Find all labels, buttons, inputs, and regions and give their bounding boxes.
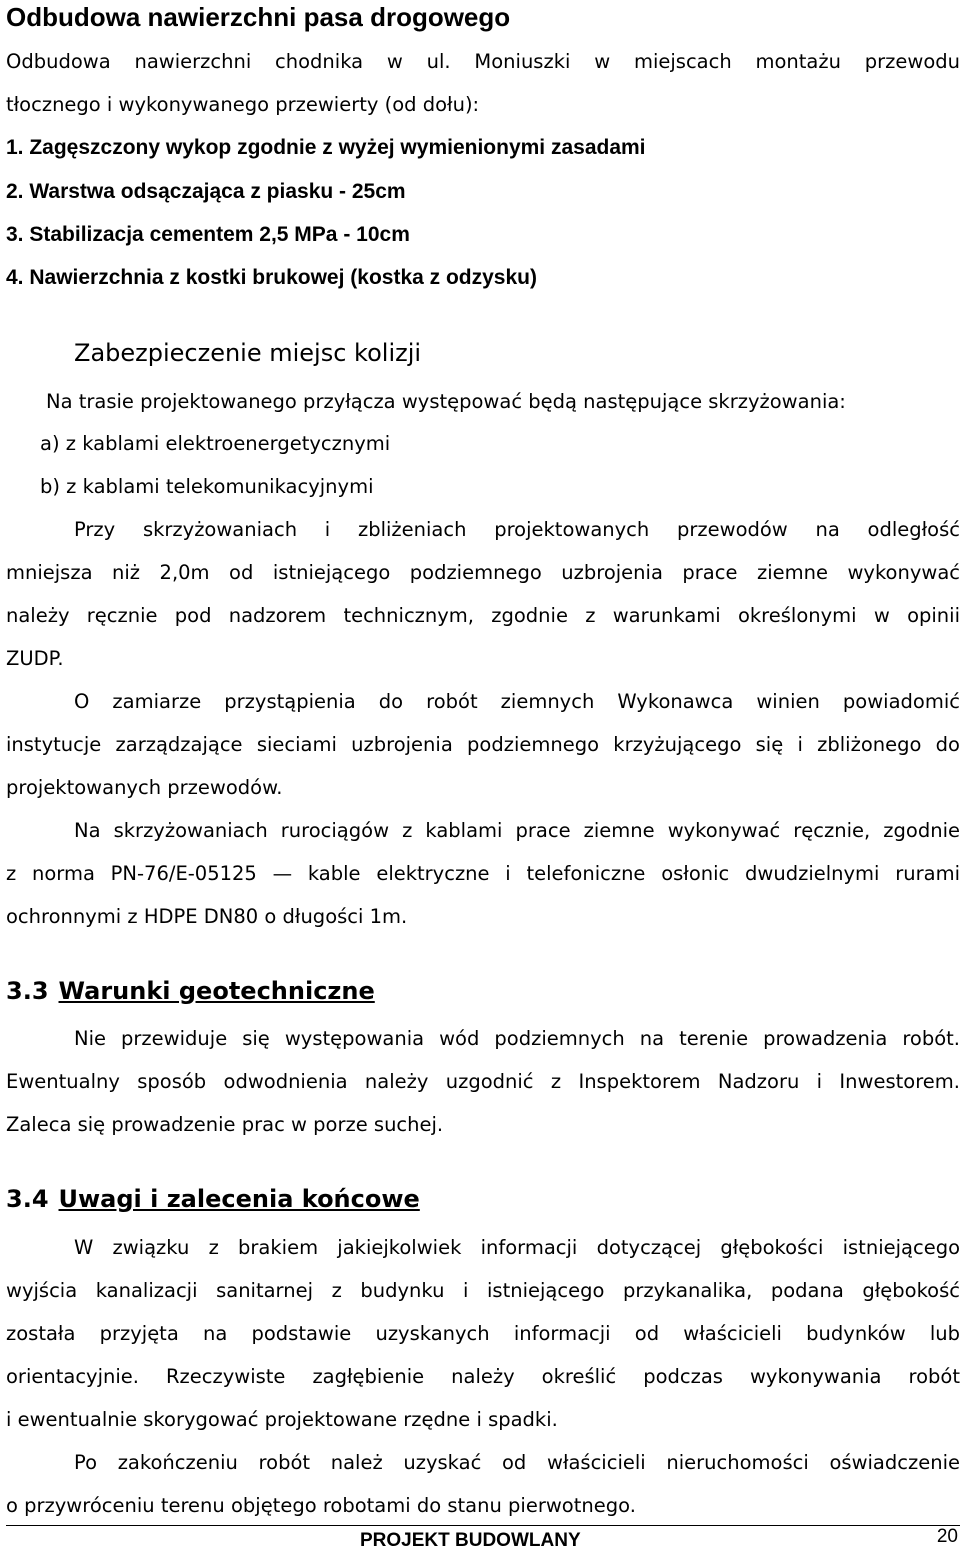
section-heading-geo — [6, 977, 375, 1005]
collision-item: a) z kablami elektroenergetycznymi — [40, 432, 391, 455]
paragraph-line: z norma PN-76/E-05125 — kable elektryczne i telefoniczne osłonic dwudzielnymi rurami — [6, 862, 960, 885]
layer-item: 2. Warstwa odsączająca z piasku - 25cm — [6, 180, 406, 203]
section-number: 3.4 — [6, 1185, 49, 1213]
intro-line: tłocznego i wykonywanego przewierty (od dołu): — [6, 93, 480, 116]
paragraph-line: Ewentualny sposób odwodnienia należy uzgodnić z Inspektorem Nadzoru i Inwestorem. — [6, 1070, 960, 1093]
page-number: 20 — [936, 1526, 958, 1547]
paragraph-line: ZUDP. — [6, 647, 64, 670]
collision-lead: Na trasie projektowanego przyłącza występować będą następujące skrzyżowania: — [46, 390, 846, 413]
section-title: Warunki geotechniczne — [58, 977, 375, 1005]
section-heading-remarks — [6, 1185, 420, 1213]
paragraph-line: Po zakończeniu robót należ uzyskać od właścicieli nieruchomości oświadczenie — [74, 1451, 960, 1474]
paragraph-line: O zamiarze przystąpienia do robót ziemnych Wykonawca winien powiadomić — [74, 690, 960, 713]
page-heading: Odbudowa nawierzchni pasa drogowego — [6, 2, 511, 32]
section-title: Uwagi i zalecenia końcowe — [58, 1185, 420, 1213]
paragraph-line: i ewentualnie skorygować projektowane rzędne i spadki. — [6, 1408, 558, 1431]
collision-item: b) z kablami telekomunikacyjnymi — [40, 475, 374, 498]
paragraph-line: mniejsza niż 2,0m od istniejącego podziemnego uzbrojenia prace ziemne wykonywać — [6, 561, 960, 584]
paragraph-line: orientacyjnie. Rzeczywiste zagłębienie należy określić podczas wykonywania robót — [6, 1365, 960, 1388]
paragraph-line: ochronnymi z HDPE DN80 o długości 1m. — [6, 905, 408, 928]
paragraph-line: wyjścia kanalizacji sanitarnej z budynku i istniejącego przykanalika, podana głębokość — [6, 1279, 960, 1302]
layer-item: 4. Nawierzchnia z kostki brukowej (kostka z odzysku) — [6, 266, 537, 289]
paragraph-line: Zaleca się prowadzenie prac w porze suchej. — [6, 1113, 444, 1136]
section-number: 3.3 — [6, 977, 49, 1005]
paragraph-line: instytucje zarządzające sieciami uzbrojenia podziemnego krzyżującego się i zbliżonego do — [6, 733, 960, 756]
layer-item: 1. Zagęszczony wykop zgodnie z wyżej wymienionymi zasadami — [6, 136, 646, 159]
footer-title: PROJEKT BUDOWLANY — [360, 1530, 581, 1551]
paragraph-line: projektowanych przewodów. — [6, 776, 283, 799]
intro-line: Odbudowa nawierzchni chodnika w ul. Moniuszki w miejscach montażu przewodu — [6, 50, 960, 73]
paragraph-line: została przyjęta na podstawie uzyskanych informacji od właścicieli budynków lub — [6, 1322, 960, 1345]
paragraph-line: należy ręcznie pod nadzorem technicznym, zgodnie z warunkami określonymi w opinii — [6, 604, 960, 627]
paragraph-line: o przywróceniu terenu objętego robotami do stanu pierwotnego. — [6, 1494, 636, 1517]
section-title-collisions: Zabezpieczenie miejsc kolizji — [74, 339, 422, 367]
paragraph-line: W związku z brakiem jakiejkolwiek informacji dotyczącej głębokości istniejącego — [74, 1236, 960, 1259]
footer-divider — [6, 1525, 960, 1526]
paragraph-line: Nie przewiduje się występowania wód podziemnych na terenie prowadzenia robót. — [74, 1027, 960, 1050]
layer-item: 3. Stabilizacja cementem 2,5 MPa - 10cm — [6, 223, 410, 246]
paragraph-line: Na skrzyżowaniach rurociągów z kablami prace ziemne wykonywać ręcznie, zgodnie — [74, 819, 960, 842]
paragraph-line: Przy skrzyżowaniach i zbliżeniach projektowanych przewodów na odległość — [74, 518, 960, 541]
